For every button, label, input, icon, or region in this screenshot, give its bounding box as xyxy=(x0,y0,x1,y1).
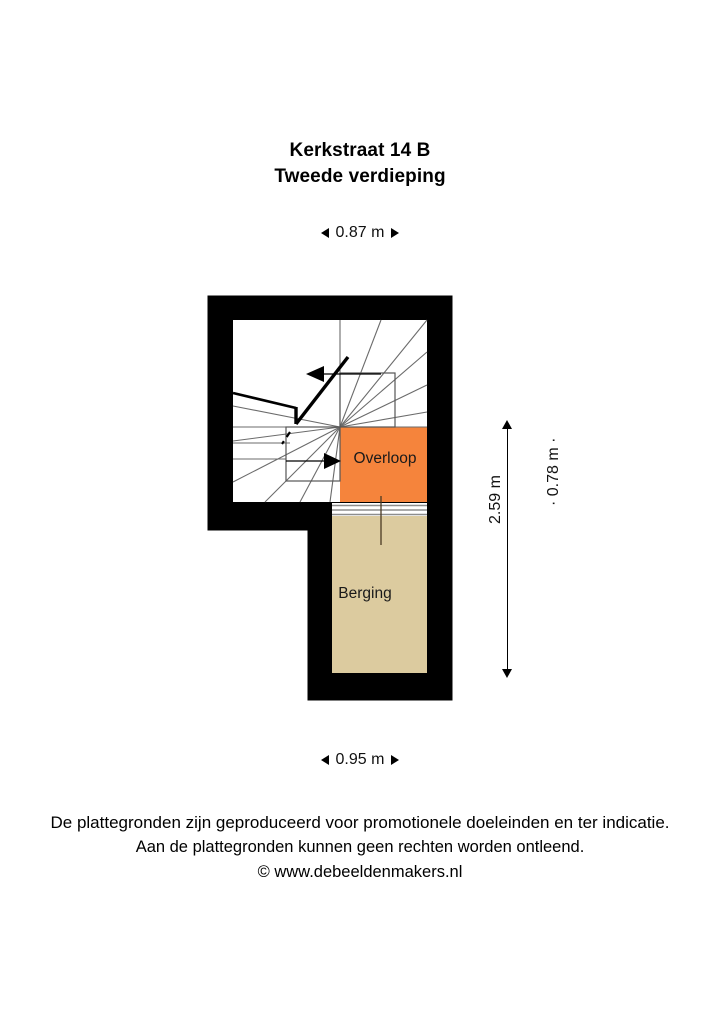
arrow-right-icon xyxy=(391,755,399,765)
dimension-line xyxy=(507,426,508,672)
title-address: Kerkstraat 14 B xyxy=(289,140,431,161)
tick-start-icon: · xyxy=(545,496,562,506)
room-label-overloop: Overloop xyxy=(353,450,417,467)
dimension-right-inner-label xyxy=(545,438,563,506)
title-floor: Tweede verdieping xyxy=(274,166,446,187)
dimension-bottom xyxy=(0,751,720,770)
dimension-bottom-label: 0.95 m xyxy=(335,751,385,768)
footer-disclaimer xyxy=(0,810,720,885)
arrow-down-icon xyxy=(502,669,512,678)
dimension-right-outer xyxy=(500,420,502,678)
arrow-left-icon xyxy=(321,755,329,765)
tick-end-icon: · xyxy=(545,437,562,448)
dimension-right-inner-value: 0.78 m xyxy=(545,447,562,497)
footer-line-1: De plattegronden zijn geproduceerd voor promotionele doeleinden en ter indicatie. xyxy=(50,813,670,832)
dimension-right-outer-label: 2.59 m xyxy=(487,475,504,524)
footer-line-3: © www.debeeldenmakers.nl xyxy=(257,863,463,881)
dimension-top-label: 0.87 m xyxy=(335,224,385,241)
footer-line-2: Aan de plattegronden kunnen geen rechten worden ontleend. xyxy=(135,838,585,856)
room-label-berging: Berging xyxy=(338,585,392,602)
